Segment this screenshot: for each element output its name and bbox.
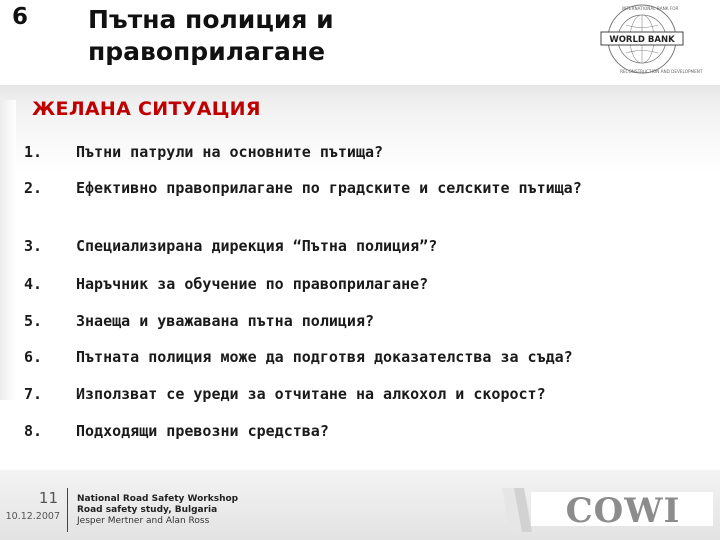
list-item-number: 5.	[24, 312, 43, 330]
list-item-number: 6.	[24, 348, 43, 366]
footer-divider	[67, 488, 68, 532]
slide-title-line-2: правоприлагане	[88, 37, 326, 66]
footer-workshop: National Road Safety Workshop	[77, 494, 239, 504]
left-edge-shade	[0, 100, 16, 400]
svg-text:INTERNATIONAL BANK FOR: INTERNATIONAL BANK FOR	[622, 6, 679, 11]
cowi-logo-text: COWI	[565, 491, 681, 531]
list-item-number: 7.	[24, 385, 43, 403]
list-item-text: Специализирана дирекция “Пътна полиция”?	[76, 237, 438, 255]
footer-credits	[77, 494, 337, 527]
slide-number: 6	[12, 4, 29, 30]
page-number: 11	[38, 489, 58, 507]
list-item-text: Ефективно правоприлагане по градските и селските пътища?	[76, 179, 582, 197]
list-item-number: 2.	[24, 179, 43, 197]
list-item-number: 8.	[24, 422, 43, 440]
list-item-text: Подходящи превозни средства?	[76, 422, 329, 440]
footer-authors: Jesper Mertner and Alan Ross	[77, 516, 210, 526]
list-item-text: Пътни патрули на основните пътища?	[76, 143, 384, 161]
footer-date: 10.12.2007	[5, 511, 60, 522]
list-item-number: 3.	[24, 237, 43, 255]
list-item-text: Използват се уреди за отчитане на алкохол и скорост?	[76, 385, 546, 403]
list-item-number: 4.	[24, 275, 43, 293]
svg-text:RECONSTRUCTION AND DEVELOPMENT: RECONSTRUCTION AND DEVELOPMENT	[620, 69, 703, 74]
cowi-logo	[498, 482, 714, 538]
world-bank-logo	[592, 2, 703, 76]
list-item-text: Наръчник за обучение по правоприлагане?	[76, 275, 429, 293]
footer-study: Road safety study, Bulgaria	[77, 505, 218, 515]
list-item-text: Знаеща и уважавана пътна полиция?	[76, 312, 375, 330]
section-heading: ЖЕЛАНА СИТУАЦИЯ	[32, 98, 261, 120]
list-item-text: Пътната полиция може да подготвя доказателства за съда?	[76, 348, 573, 366]
slide-title-line-1: Пътна полиция и	[88, 5, 334, 34]
world-bank-logo-text: WORLD BANK	[609, 35, 675, 45]
list-item-number: 1.	[24, 143, 43, 161]
slide-title	[88, 4, 548, 68]
